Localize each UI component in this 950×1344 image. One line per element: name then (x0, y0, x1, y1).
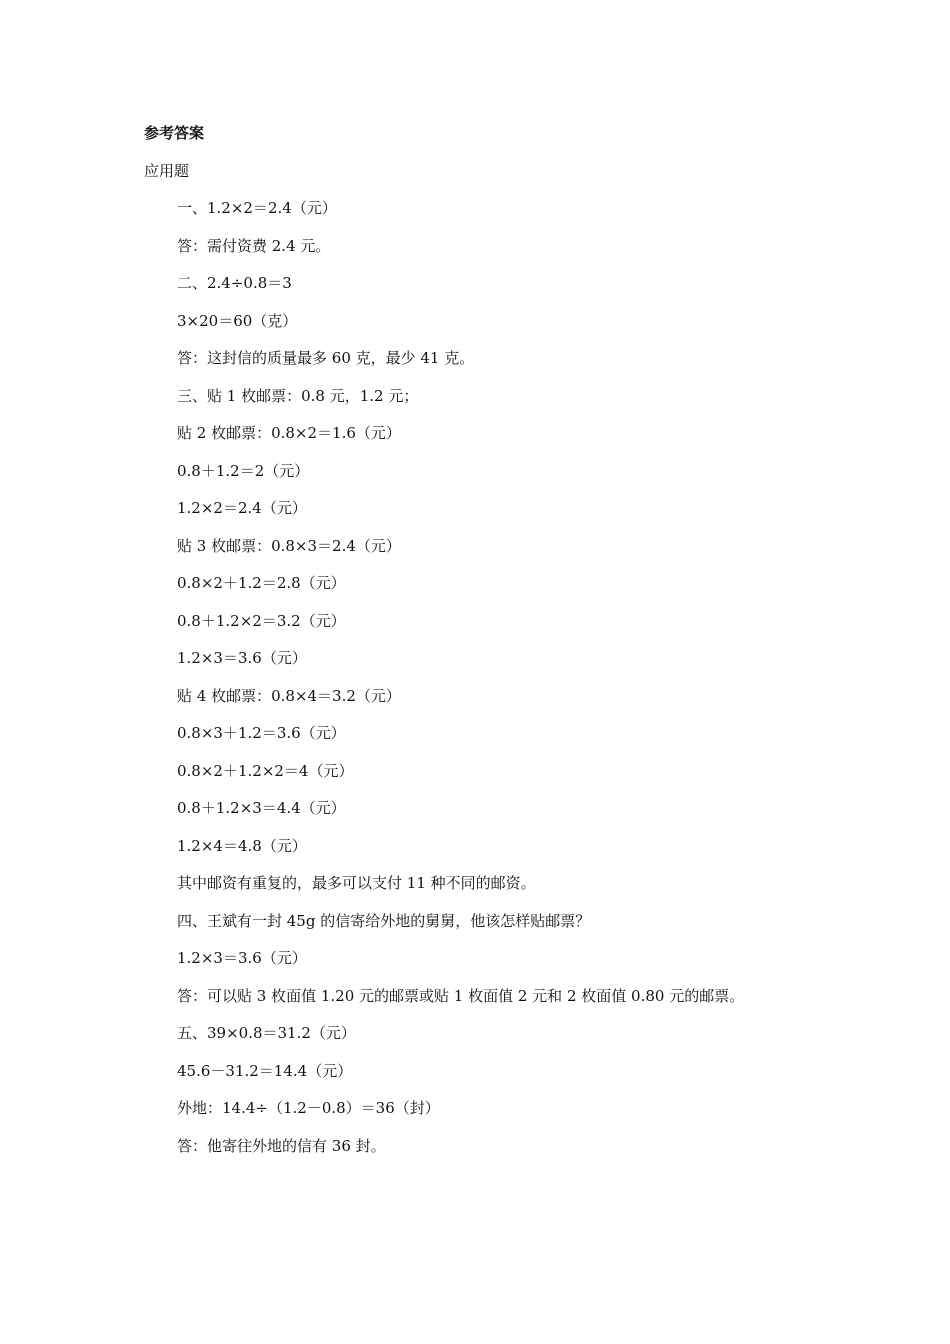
answer-lines (177, 197, 937, 1172)
answer-line: 0.8＋1.2＝2（元） (177, 461, 310, 480)
answer-line: 答：需付资费 2.4 元。 (177, 236, 331, 255)
answer-line: 答：可以贴 3 枚面值 1.20 元的邮票或贴 1 枚面值 2 元和 2 枚面值 0.80 元的邮票。 (177, 986, 745, 1005)
answer-line: 45.6－31.2＝14.4（元） (177, 1061, 353, 1080)
answer-line: 贴 3 枚邮票：0.8×3＝2.4（元） (177, 536, 401, 555)
answer-line: 其中邮资有重复的，最多可以支付 11 种不同的邮资。 (177, 874, 536, 892)
answer-line: 0.8＋1.2×3＝4.4（元） (177, 799, 346, 817)
answer-line: 一、1.2×2＝2.4（元） (177, 199, 337, 217)
answer-line: 0.8＋1.2×2＝3.2（元） (177, 611, 346, 630)
answer-line: 1.2×3＝3.6（元） (177, 649, 307, 667)
answer-line: 0.8×3＋1.2＝3.6（元） (177, 724, 346, 742)
answer-line: 答：他寄往外地的信有 36 封。 (177, 1136, 386, 1155)
answer-line: 0.8×2＋1.2＝2.8（元） (177, 574, 346, 592)
answer-line: 1.2×4＝4.8（元） (177, 836, 307, 855)
answer-line: 三、贴 1 枚邮票：0.8 元，1.2 元； (177, 386, 419, 405)
answer-line: 3×20＝60（克） (177, 311, 298, 330)
answer-line: 贴 4 枚邮票：0.8×4＝3.2（元） (177, 686, 401, 705)
answer-line: 答：这封信的质量最多 60 克，最少 41 克。 (177, 349, 475, 367)
answer-line: 贴 2 枚邮票：0.8×2＝1.6（元） (177, 424, 401, 442)
answer-line: 0.8×2＋1.2×2＝4（元） (177, 761, 354, 780)
section-heading: 应用题 (144, 162, 190, 180)
answer-line: 1.2×3＝3.6（元） (177, 949, 307, 967)
answer-line: 二、2.4÷0.8＝3 (177, 274, 292, 292)
answer-line: 五、39×0.8＝31.2（元） (177, 1024, 356, 1042)
answer-line: 四、王斌有一封 45g 的信寄给外地的舅舅，他该怎样贴邮票？ (177, 911, 591, 930)
document-title: 参考答案 (144, 124, 205, 142)
answer-line: 1.2×2＝2.4（元） (177, 499, 307, 517)
answer-line: 外地：14.4÷（1.2－0.8）＝36（封） (177, 1099, 440, 1117)
